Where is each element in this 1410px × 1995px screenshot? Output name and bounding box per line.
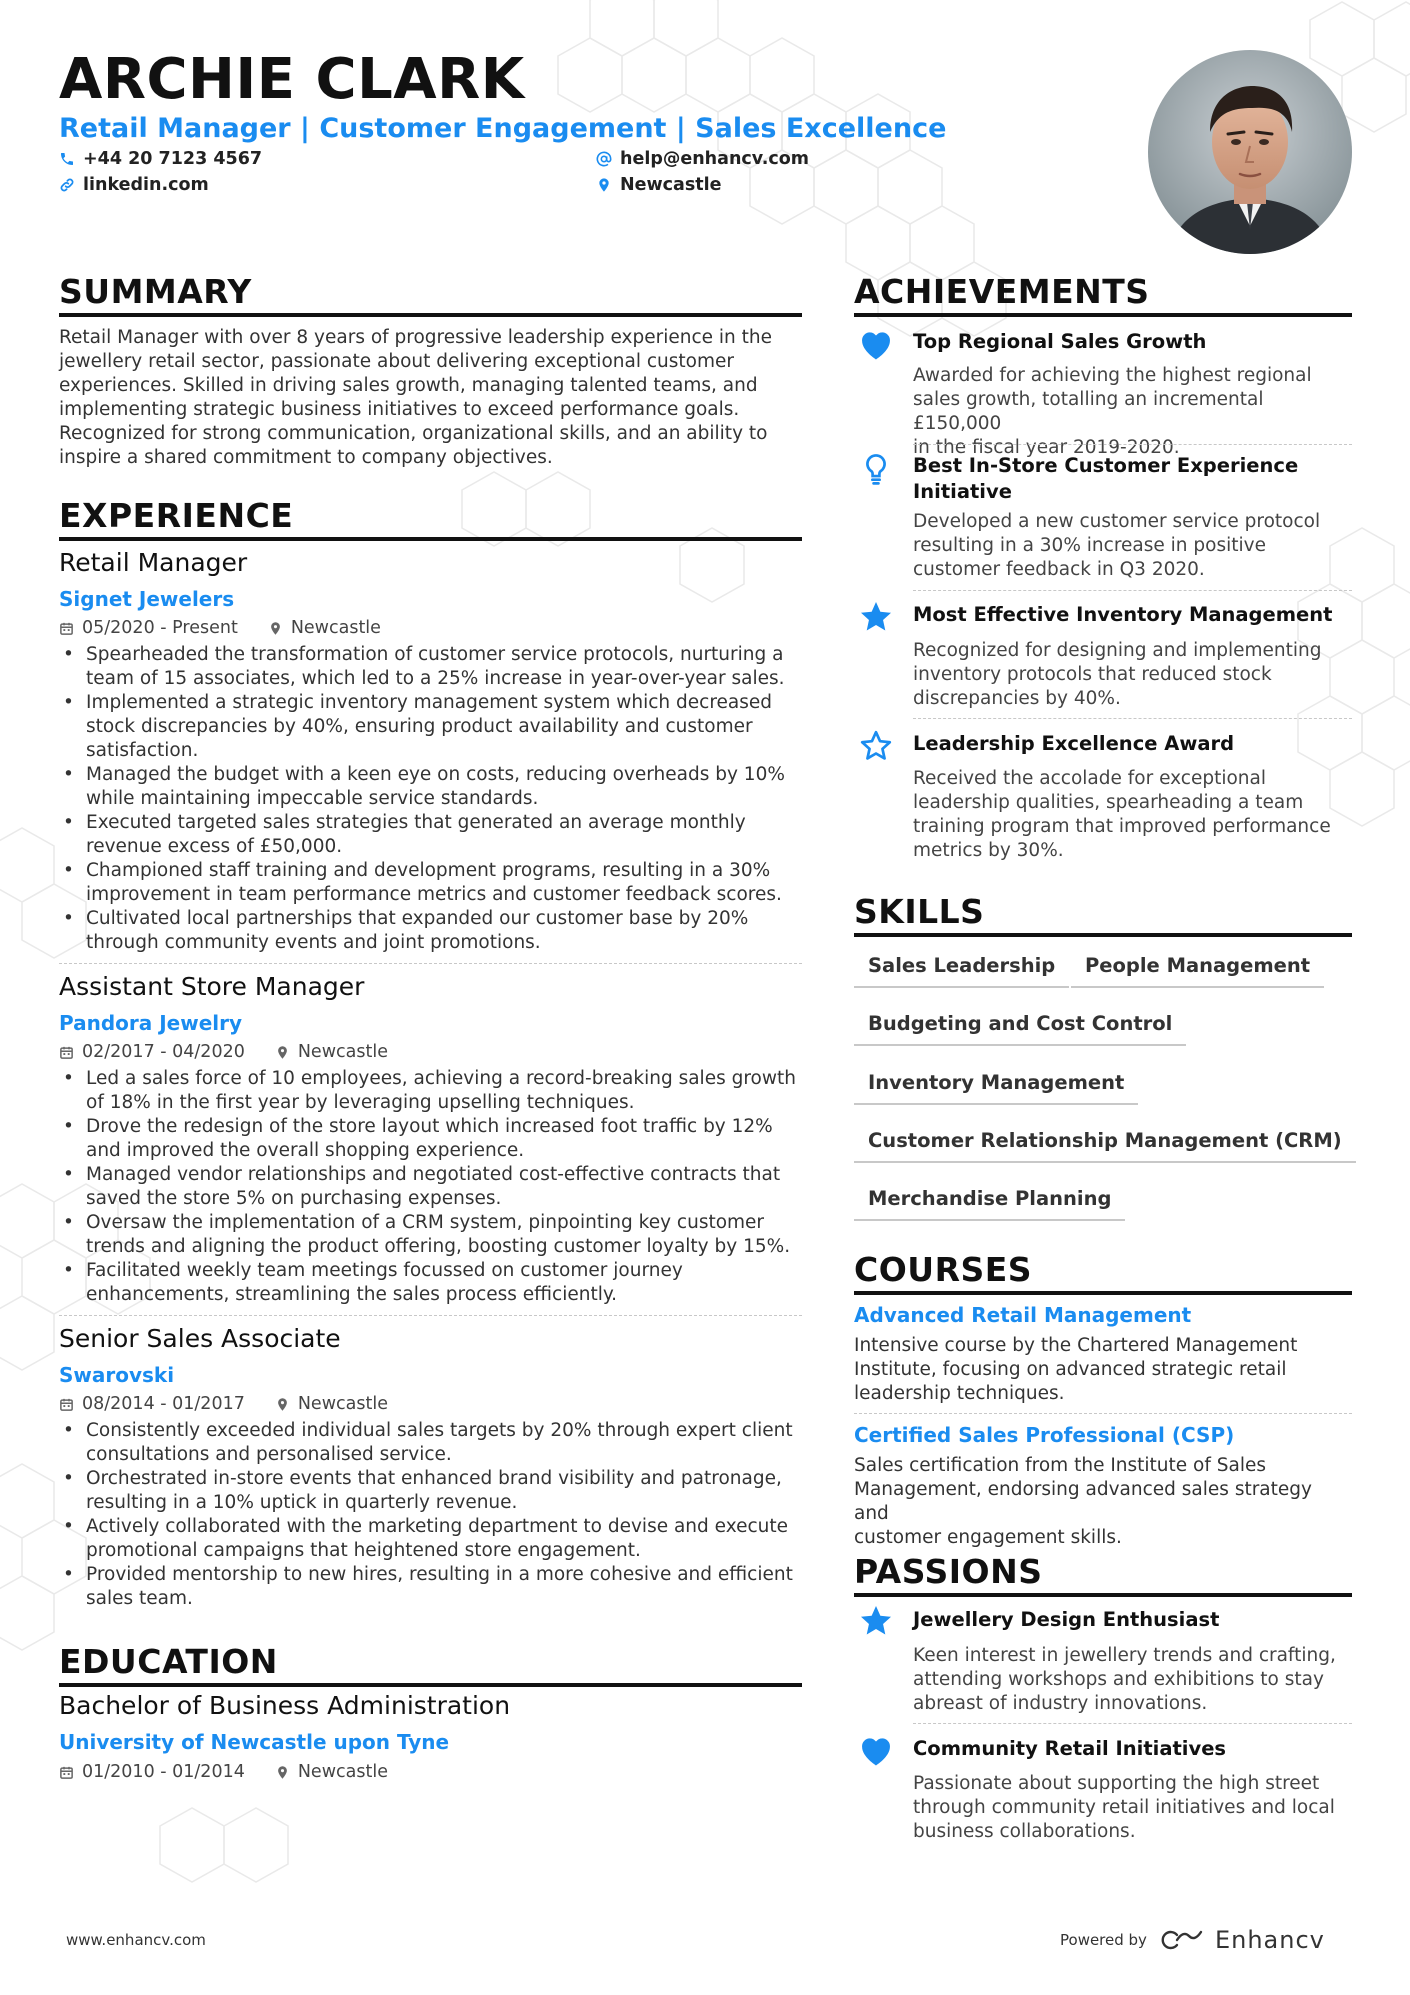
- powered-by-label: Powered by: [1060, 1931, 1147, 1949]
- achievements-heading: ACHIEVEMENTS: [854, 272, 1150, 311]
- location-pin-icon: [268, 621, 283, 636]
- job-divider: [59, 963, 802, 964]
- headline-focus: Customer Engagement: [319, 113, 667, 144]
- summary-line: jewellery retail sector, passionate about delivering exceptional customer: [59, 351, 734, 372]
- contact-phone[interactable]: [59, 147, 262, 171]
- location-text: Newcastle: [620, 175, 722, 195]
- job-meta: [59, 1392, 388, 1416]
- contact-email[interactable]: [596, 147, 809, 171]
- footer-website[interactable]: www.enhancv.com: [66, 1931, 206, 1949]
- achievement-title: Most Effective Inventory Management: [913, 603, 1333, 626]
- company-name[interactable]: Signet Jewelers: [59, 587, 235, 611]
- job-meta: [59, 616, 381, 640]
- skill-tag: Sales Leadership: [854, 952, 1069, 988]
- achievement-description: Received the accolade for exceptional leadership qualities, spearheading a team training program that improved performance metrics by 30%.: [913, 768, 1331, 861]
- experience-rule: [59, 537, 802, 541]
- school-name[interactable]: University of Newcastle upon Tyne: [59, 1730, 450, 1754]
- profile-photo-image: [1148, 50, 1352, 254]
- summary-line: Recognized for strong communication, organizational skills, and an ability to: [59, 423, 768, 444]
- passion-description: Keen interest in jewellery trends and crafting, attending workshops and exhibitions to stay abreast of industry innovations.: [913, 1645, 1336, 1714]
- achievement-description: Recognized for designing and implementing inventory protocols that reduced stock discrepancies by 40%.: [913, 640, 1322, 709]
- job-dates: 08/2014 - 01/2017: [82, 1394, 245, 1414]
- summary-text: [59, 326, 802, 470]
- candidate-name: ARCHIE CLARK: [59, 47, 525, 112]
- passions-rule: [854, 1593, 1352, 1597]
- location-pin-icon: [275, 1765, 290, 1780]
- skill-tag: Merchandise Planning: [854, 1185, 1125, 1221]
- headline: [59, 112, 946, 146]
- job-bullet: • Implemented a strategic inventory management system which decreased stock discrepancies by 40%, ensuring product availability and customer satisfaction.: [59, 691, 797, 763]
- passion-title: Community Retail Initiatives: [913, 1737, 1227, 1760]
- achievements-rule: [854, 313, 1352, 317]
- calendar-icon: [59, 1397, 74, 1412]
- achievement-title: Leadership Excellence Award: [913, 732, 1235, 755]
- job-location: Newcastle: [297, 1042, 388, 1062]
- job-bullet: • Cultivated local partnerships that expanded our customer base by 20% through community events and joint promotions.: [59, 907, 797, 955]
- skill-tag: People Management: [1071, 952, 1324, 988]
- phone-icon: [59, 151, 75, 167]
- summary-line: Retail Manager with over 8 years of progressive leadership experience in the: [59, 327, 772, 348]
- job-bullet: • Actively collaborated with the marketing department to devise and execute promotional campaigns that heightened store engagement.: [59, 1515, 797, 1563]
- course-divider: [854, 1413, 1352, 1414]
- courses-rule: [854, 1291, 1352, 1295]
- star-filled-icon: [856, 597, 896, 637]
- skill-tag: Inventory Management: [854, 1069, 1138, 1105]
- linkedin-url: linkedin.com: [83, 175, 209, 195]
- passion-title: Jewellery Design Enthusiast: [913, 1608, 1220, 1631]
- enhancv-brand: Enhancv: [1214, 1926, 1325, 1954]
- heart-icon: [856, 1730, 896, 1770]
- contact-linkedin[interactable]: [59, 173, 209, 197]
- headline-separator: |: [300, 113, 310, 144]
- headline-strength: Sales Excellence: [695, 113, 947, 144]
- job-title: Senior Sales Associate: [59, 1324, 341, 1353]
- footer-branding[interactable]: [1060, 1926, 1325, 1954]
- education-meta: [59, 1760, 388, 1784]
- achievement-title: Best In-Store Customer Experience Initiative: [913, 454, 1299, 503]
- at-sign-icon: [596, 151, 612, 167]
- job-bullet-list: [59, 1419, 797, 1611]
- achievement-divider: [913, 444, 1352, 445]
- star-outline-icon: [856, 726, 896, 766]
- job-bullet: • Oversaw the implementation of a CRM system, pinpointing key customer trends and aligning the product offering, boosting customer loyalty by 15%.: [59, 1211, 797, 1259]
- education-heading: EDUCATION: [59, 1642, 278, 1681]
- summary-line: inspire a shared commitment to company objectives.: [59, 447, 553, 468]
- email-address: help@enhancv.com: [620, 149, 810, 169]
- course-title: Advanced Retail Management: [854, 1303, 1192, 1327]
- location-pin-icon: [596, 177, 612, 193]
- job-title: Assistant Store Manager: [59, 972, 365, 1001]
- heart-icon: [856, 324, 896, 364]
- education-rule: [59, 1683, 802, 1687]
- degree-title: Bachelor of Business Administration: [59, 1691, 511, 1720]
- star-filled-icon: [856, 1601, 896, 1641]
- company-name[interactable]: Swarovski: [59, 1363, 175, 1387]
- course-description: Intensive course by the Chartered Management Institute, focusing on advanced strategic retail leadership techniques.: [854, 1335, 1298, 1404]
- passion-description: Passionate about supporting the high street through community retail initiatives and local business collaborations.: [913, 1773, 1335, 1842]
- education-dates: 01/2010 - 01/2014: [82, 1762, 245, 1782]
- job-meta: [59, 1040, 388, 1064]
- achievement-divider: [913, 590, 1352, 591]
- summary-heading: SUMMARY: [59, 272, 252, 311]
- course-title: Certified Sales Professional (CSP): [854, 1423, 1235, 1447]
- job-dates: 02/2017 - 04/2020: [82, 1042, 245, 1062]
- profile-photo: [1148, 50, 1352, 254]
- lightbulb-icon: [856, 450, 896, 490]
- phone-number: +44 20 7123 4567: [83, 149, 263, 169]
- job-bullet-list: [59, 643, 797, 955]
- education-location: Newcastle: [297, 1762, 388, 1782]
- job-bullet: • Consistently exceeded individual sales targets by 20% through expert client consultations and personalised service.: [59, 1419, 797, 1467]
- contact-location: [596, 173, 722, 197]
- job-bullet: • Managed the budget with a keen eye on costs, reducing overheads by 10% while maintaining impeccable service standards.: [59, 763, 797, 811]
- location-pin-icon: [275, 1045, 290, 1060]
- passion-divider: [913, 1723, 1352, 1724]
- link-icon: [59, 177, 75, 193]
- achievement-title: Top Regional Sales Growth: [913, 330, 1207, 353]
- skill-tag: Budgeting and Cost Control: [854, 1010, 1186, 1046]
- summary-line: experiences. Skilled in driving sales growth, managing talented teams, and: [59, 375, 758, 396]
- courses-heading: COURSES: [854, 1250, 1033, 1289]
- company-name[interactable]: Pandora Jewelry: [59, 1011, 243, 1035]
- achievement-description: Awarded for achieving the highest regional sales growth, totalling an incremental £150,000 in the fiscal year 2019-2020.: [913, 365, 1312, 458]
- location-pin-icon: [275, 1397, 290, 1412]
- calendar-icon: [59, 1765, 74, 1780]
- skills-heading: SKILLS: [854, 892, 985, 931]
- headline-role: Retail Manager: [59, 113, 291, 144]
- job-bullet: • Spearheaded the transformation of customer service protocols, nurturing a team of 15 associates, which led to a 25% increase in year-over-year sales.: [59, 643, 797, 691]
- passions-heading: PASSIONS: [854, 1552, 1043, 1591]
- job-bullet: • Championed staff training and development programs, resulting in a 30% improvement in team performance metrics and customer feedback scores.: [59, 859, 797, 907]
- headline-separator: |: [675, 113, 686, 144]
- job-title: Retail Manager: [59, 548, 248, 577]
- skills-rule: [854, 933, 1352, 937]
- job-bullet: • Drove the redesign of the store layout which increased foot traffic by 12% and improved the overall shopping experience.: [59, 1115, 797, 1163]
- job-bullet: • Led a sales force of 10 employees, achieving a record-breaking sales growth of 18% in the first year by leveraging upselling techniques.: [59, 1067, 797, 1115]
- job-bullet: • Facilitated weekly team meetings focussed on customer journey enhancements, streamlining the sales process efficiently.: [59, 1259, 797, 1307]
- experience-heading: EXPERIENCE: [59, 496, 294, 535]
- job-bullet: • Orchestrated in-store events that enhanced brand visibility and patronage, resulting in a 10% uptick in quarterly revenue.: [59, 1467, 797, 1515]
- achievement-divider: [913, 718, 1352, 719]
- course-description: Sales certification from the Institute of Sales Management, endorsing advanced sales strategy and customer engagement skills.: [854, 1455, 1312, 1548]
- enhancv-logo-icon: [1159, 1929, 1203, 1951]
- job-bullet: • Provided mentorship to new hires, resulting in a more cohesive and efficient sales team.: [59, 1563, 797, 1611]
- job-bullet: • Managed vendor relationships and negotiated cost-effective contracts that saved the store 5% on purchasing expenses.: [59, 1163, 797, 1211]
- summary-rule: [59, 313, 802, 317]
- skill-tag: Customer Relationship Management (CRM): [854, 1127, 1356, 1163]
- job-bullet: • Executed targeted sales strategies that generated an average monthly revenue excess of £50,000.: [59, 811, 797, 859]
- job-location: Newcastle: [290, 618, 381, 638]
- job-location: Newcastle: [297, 1394, 388, 1414]
- calendar-icon: [59, 621, 74, 636]
- job-bullet-list: [59, 1067, 797, 1307]
- job-dates: 05/2020 - Present: [82, 618, 238, 638]
- summary-line: implementing strategic business initiatives to exceed performance goals.: [59, 399, 740, 420]
- job-divider: [59, 1315, 802, 1316]
- achievement-description: Developed a new customer service protocol resulting in a 30% increase in positive customer feedback in Q3 2020.: [913, 511, 1321, 580]
- calendar-icon: [59, 1045, 74, 1060]
